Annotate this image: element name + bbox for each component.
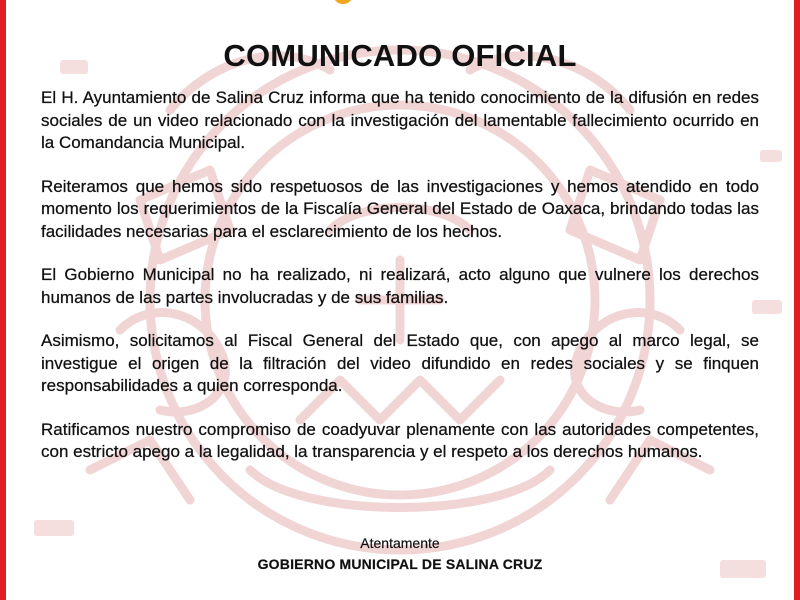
paragraph-5: Ratificamos nuestro compromiso de coadyuvar plenamente con las autoridades competentes, con estricto apego a la legalidad, la transparencia y el respeto a los derechos humanos. bbox=[41, 419, 759, 461]
municipal-logo-icon bbox=[330, 0, 470, 6]
communique-body bbox=[41, 87, 759, 485]
page-title: COMUNICADO OFICIAL bbox=[223, 38, 577, 73]
closing-text: Atentamente bbox=[360, 535, 440, 551]
paragraph-3: El Gobierno Municipal no ha realizado, ni realizará, acto alguno que vulnere los derechos humanos de las partes involucradas y de sus familias. bbox=[41, 265, 759, 307]
paragraph-2: Reiteramos que hemos sido respetuosos de las investigaciones y hemos atendido en todo momento los requerimientos de la Fiscalía General del Estado de Oaxaca, brindando todas las facilidades necesarias para el esclarecimiento de los hechos. bbox=[41, 176, 759, 241]
paragraph-4: Asimismo, solicitamos al Fiscal General del Estado que, con apego al marco legal, se investigue el origen de la filtración del video difundido en redes sociales y se finquen responsabilidades a quien corresponda. bbox=[41, 331, 759, 395]
left-red-border bbox=[0, 0, 6, 600]
signatory-name: GOBIERNO MUNICIPAL DE SALINA CRUZ bbox=[257, 556, 543, 572]
right-red-border bbox=[794, 0, 800, 600]
signature-block bbox=[0, 533, 800, 575]
paragraph-1: El H. Ayuntamiento de Salina Cruz informa que ha tenido conocimiento de la difusión en redes sociales de un video relacionado con la investigación del lamentable fallecimiento ocurrido en la Comandancia Municipal. bbox=[41, 88, 759, 152]
